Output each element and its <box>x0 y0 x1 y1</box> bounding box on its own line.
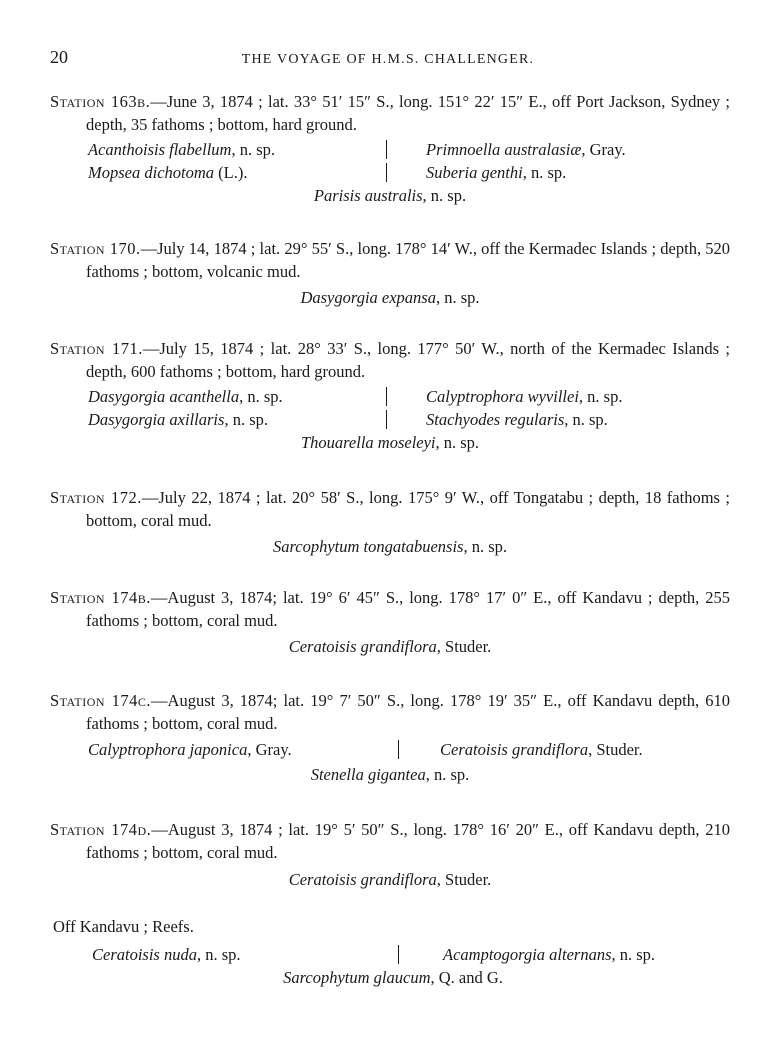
station-entry <box>50 90 730 207</box>
station-entry <box>50 337 730 454</box>
species-authority: , Gray. <box>581 140 626 159</box>
station-heading <box>50 237 730 283</box>
station-details: —August 3, 1874; lat. 19° 6′ 45″ S., long. 178° 17′ 0″ E., off Kandavu ; depth, 255 fathoms ; bottom, coral mud. <box>86 588 731 630</box>
column-divider <box>398 945 399 964</box>
species-authority: , n. sp. <box>522 163 567 182</box>
species-authority: , n. sp. <box>435 433 480 452</box>
species-right <box>443 943 655 966</box>
station-label: Station 163b. <box>50 92 151 111</box>
species-left <box>88 738 292 761</box>
species-left <box>92 943 241 966</box>
species-name: Ceratoisis grandiflora <box>440 740 589 759</box>
station-heading <box>50 818 730 864</box>
species-center <box>50 184 730 207</box>
species-center <box>50 635 730 658</box>
species-authority: , n. sp. <box>224 410 268 429</box>
station-label: Station 174d. <box>50 820 152 839</box>
station-heading <box>50 586 730 632</box>
species-authority: , Q. and G. <box>430 968 503 987</box>
species-center <box>53 966 733 989</box>
species-name: Thouarella moseleyi <box>300 433 436 452</box>
species-authority: , n. sp. <box>196 945 241 964</box>
station-label: Station 170. <box>50 239 141 258</box>
species-authority: (L.). <box>214 163 248 182</box>
species-name: Mopsea dichotoma <box>88 163 215 182</box>
species-authority: , Studer. <box>436 637 492 656</box>
station-heading <box>50 689 730 735</box>
species-authority: , Studer. <box>436 870 492 889</box>
species-row <box>53 943 733 966</box>
station-heading <box>50 337 730 383</box>
station-details: —August 3, 1874 ; lat. 19° 5′ 50″ S., long. 178° 16′ 20″ E., off Kandavu depth, 210 fathoms ; bottom, coral mud. <box>86 820 730 862</box>
species-left <box>88 385 283 408</box>
species-center <box>50 763 730 786</box>
station-details: —July 22, 1874 ; lat. 20° 58′ S., long. 175° 9′ W., off Tongatabu ; depth, 18 fathoms ; bottom, coral mud. <box>86 488 730 530</box>
species-authority: , Studer. <box>588 740 643 759</box>
species-left <box>88 161 247 184</box>
station-label: Station 172. <box>50 488 142 507</box>
page-number: 20 <box>50 47 68 67</box>
species-left <box>88 408 268 431</box>
species-row <box>50 161 730 184</box>
species-authority: , n. sp. <box>239 387 283 406</box>
species-name: Ceratoisis grandiflora <box>288 870 437 889</box>
species-right <box>426 161 566 184</box>
species-name: Ceratoisis nuda <box>92 945 197 964</box>
species-row <box>50 138 730 161</box>
species-name: Sarcophytum tongatabuensis <box>272 537 464 556</box>
species-left <box>88 138 275 161</box>
species-authority: , n. sp. <box>231 140 275 159</box>
species-center <box>50 868 730 891</box>
station-entry <box>50 486 730 558</box>
species-right <box>426 408 608 431</box>
species-authority: , n. sp. <box>435 288 480 307</box>
station-heading <box>50 90 730 136</box>
column-divider <box>386 140 387 159</box>
species-center <box>50 535 730 558</box>
species-name: Dasygorgia acanthella <box>88 387 240 406</box>
species-right <box>426 138 626 161</box>
species-row <box>50 408 730 431</box>
species-name: Acamptogorgia alternans <box>443 945 612 964</box>
station-entry <box>50 586 730 658</box>
species-name: Dasygorgia expansa <box>300 288 436 307</box>
station-details: —July 14, 1874 ; lat. 29° 55′ S., long. 178° 14′ W., off the Kermadec Islands ; depth, 520 fathoms ; bottom, volcanic mud. <box>86 239 730 281</box>
column-divider <box>386 163 387 182</box>
species-name: Stachyodes regularis <box>426 410 565 429</box>
species-name: Primnoella australasiæ <box>426 140 582 159</box>
station-label: Station 174b. <box>50 588 151 607</box>
station-entry <box>50 237 730 309</box>
column-divider <box>398 740 399 759</box>
reefs-entry <box>53 915 733 989</box>
running-head: THE VOYAGE OF H.M.S. CHALLENGER. <box>241 52 535 67</box>
species-name: Acanthoisis flabellum <box>88 140 232 159</box>
column-divider <box>386 387 387 406</box>
species-authority: , n. sp. <box>611 945 656 964</box>
species-name: Sarcophytum glaucum <box>283 968 431 987</box>
species-authority: , Gray. <box>247 740 292 759</box>
station-entry <box>50 689 730 786</box>
species-name: Stenella gigantea <box>310 765 426 784</box>
species-center <box>50 431 730 454</box>
species-row <box>50 738 730 761</box>
species-name: Suberia genthi <box>426 163 523 182</box>
species-name: Ceratoisis grandiflora <box>288 637 437 656</box>
station-details: —August 3, 1874; lat. 19° 7′ 50″ S., long. 178° 19′ 35″ E., off Kandavu depth, 610 fathoms ; bottom, coral mud. <box>86 691 730 733</box>
species-authority: , n. sp. <box>564 410 608 429</box>
species-right <box>426 385 622 408</box>
species-name: Calyptrophora wyvillei <box>426 387 579 406</box>
station-details: —June 3, 1874 ; lat. 33° 51′ 15″ S., long. 151° 22′ 15″ E., off Port Jackson, Sydney ; depth, 35 fathoms ; bottom, hard ground. <box>86 92 731 134</box>
species-row <box>50 385 730 408</box>
column-divider <box>386 410 387 429</box>
station-entry <box>50 818 730 891</box>
species-authority: , n. sp. <box>463 537 508 556</box>
species-name: Parisis australis <box>313 186 423 205</box>
species-authority: , n. sp. <box>422 186 467 205</box>
species-authority: , n. sp. <box>425 765 470 784</box>
reefs-heading: Off Kandavu ; Reefs. <box>53 917 194 936</box>
station-label: Station 171. <box>50 339 143 358</box>
species-right <box>440 738 643 761</box>
station-heading <box>50 486 730 532</box>
species-name: Calyptrophora japonica <box>88 740 248 759</box>
species-center <box>50 286 730 309</box>
station-details: —July 15, 1874 ; lat. 28° 33′ S., long. 177° 50′ W., north of the Kermadec Islands ; depth, 600 fathoms ; bottom, hard ground. <box>86 339 730 381</box>
species-name: Dasygorgia axillaris <box>88 410 225 429</box>
station-label: Station 174c. <box>50 691 152 710</box>
species-authority: , n. sp. <box>578 387 623 406</box>
